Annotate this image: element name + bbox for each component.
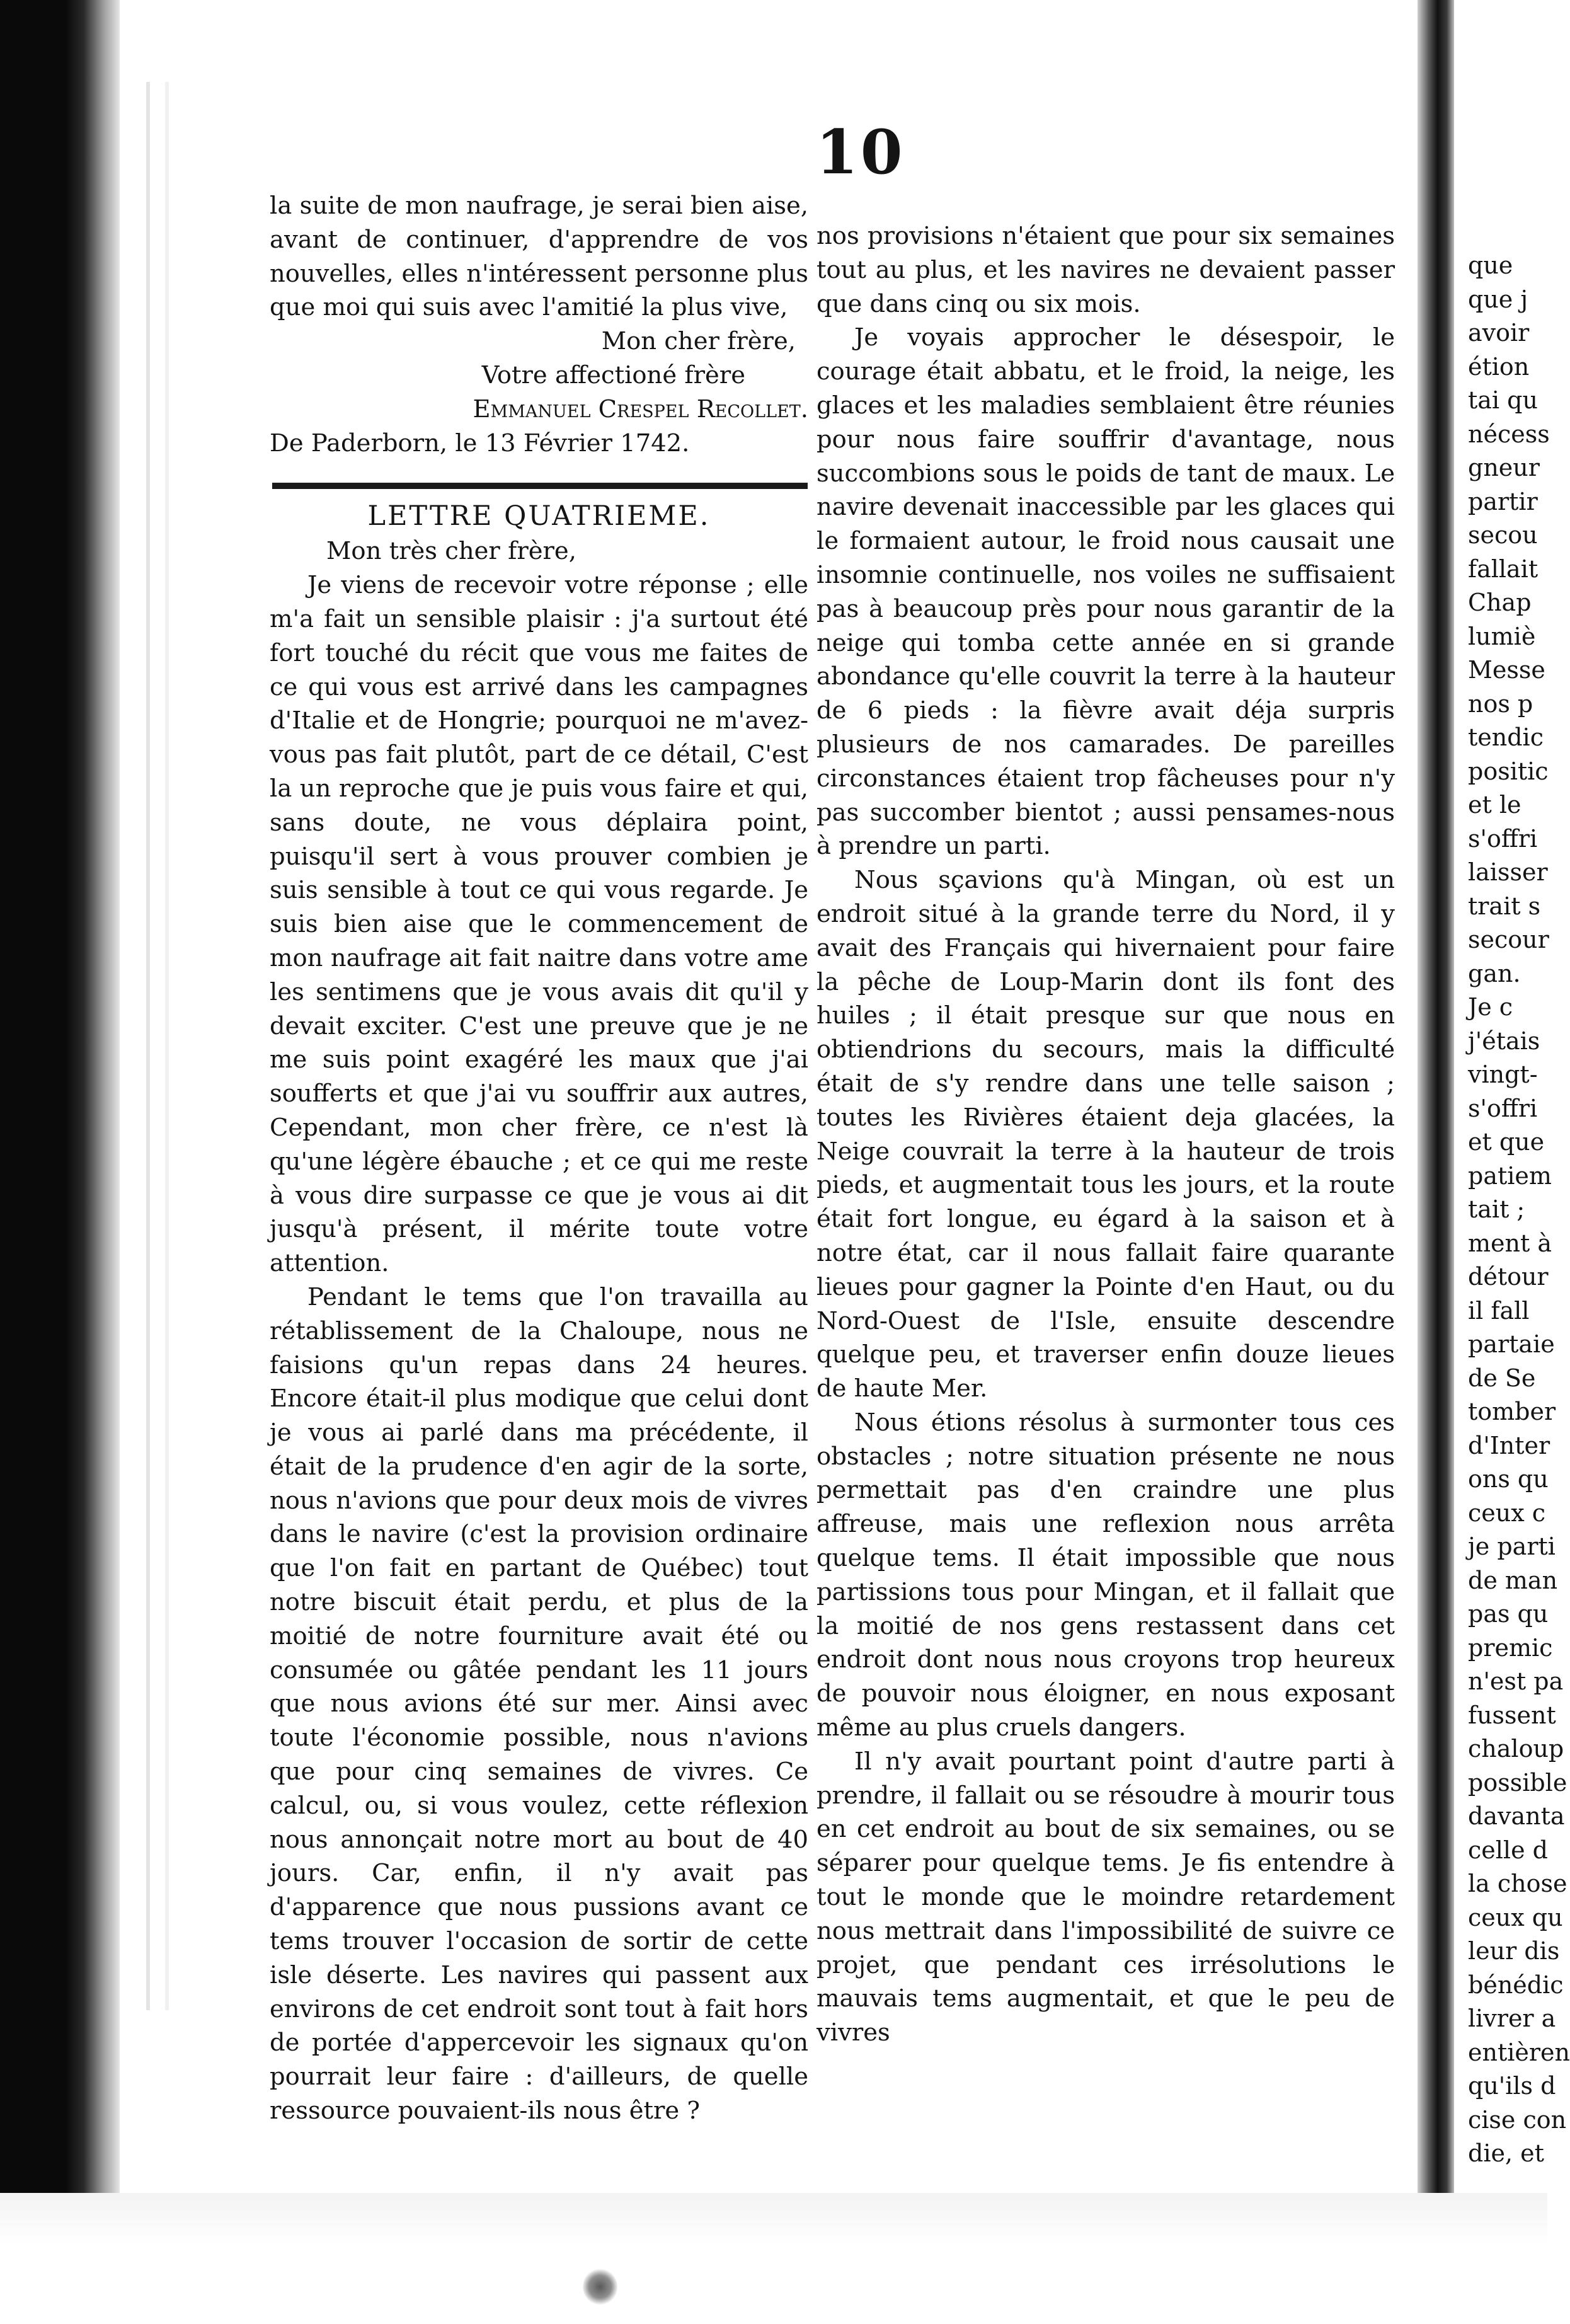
facing-page-line: d'Inter: [1468, 1431, 1550, 1459]
facing-page-line: secou: [1468, 521, 1538, 549]
facing-page-fragment: [1468, 249, 1570, 2171]
page-number: 10: [816, 117, 905, 188]
section-divider: [272, 483, 808, 489]
facing-page-line: pas qu: [1468, 1600, 1549, 1628]
facing-page-line: ment à: [1468, 1229, 1552, 1257]
facing-page-line: s'offri: [1468, 1094, 1538, 1122]
facing-page-line: s'offri: [1468, 824, 1538, 853]
ink-smudge: [583, 2269, 617, 2305]
salutation: Mon très cher frère,: [326, 537, 576, 566]
facing-page-line: fussent: [1468, 1701, 1556, 1729]
facing-page-line: Je c: [1468, 993, 1513, 1021]
facing-page-line: lumiè: [1468, 622, 1536, 650]
paragraph: Je voyais approcher le désespoir, le courage était abbatu, et le froid, la neige, les glaces et les maladies semblaient être réunies pour nous faire souffrir d'avantage, nous succombions sous le poids de tant de maux. Le navire devenait inaccessible par les glaces qui le formaient autour, le froid nous causait une insomnie continuelle, nos voiles ne suffisaient pas à beaucoup près pour nous garantir de la neige qui tomba cette année en si grande abondance qu'elle couvrit la terre à la hauteur de 6 pieds : la fièvre avait déja surpris plusieurs de nos camarades. De pareilles circonstances étaient trop fâcheuses pour n'y pas succomber bientot ; aussi pensames-nous à prendre un parti.: [817, 323, 1395, 861]
facing-page-line: qu'ils d: [1468, 2072, 1556, 2100]
facing-page-line: nos p: [1468, 689, 1533, 718]
page-edge-line: [165, 82, 169, 2010]
facing-page-line: et que: [1468, 1128, 1545, 1156]
facing-page-line: il fall: [1468, 1296, 1530, 1325]
letter-heading: LETTRE QUATRIEME.: [367, 500, 711, 532]
facing-page-line: Chap: [1468, 589, 1532, 616]
facing-page-line: n'est pa: [1468, 1667, 1564, 1695]
facing-page-line: nécess: [1468, 420, 1550, 448]
facing-page-line: gneur: [1468, 454, 1540, 481]
facing-page-line: tait ;: [1468, 1195, 1525, 1223]
facing-page-line: die, et: [1468, 2139, 1544, 2167]
page-edge-line: [146, 82, 150, 2010]
paragraph: Nous sçavions qu'à Mingan, où est un endroit situé à la grande terre du Nord, il y avait des Français qui hivernaient pour faire la pêche de Loup-Marin dont ils font des huiles ; il était presque sur que nous en obtiendrions du secours, mais la difficulté était de s'y rendre dans une telle saison ; toutes les Rivières étaient deja glacées, la Neige couvrait la terre à la hauteur de trois pieds, et augmentait tous les jours, et la route était fort longue, eu égard à la saison et à notre état, car il nous fallait faire quarante lieues pour gagner la Pointe d'en Haut, ou du Nord-Ouest de l'Isle, ensuite descendre quelque peu, et traverser enfin douze lieues de haute Mer.: [817, 866, 1395, 1403]
facing-page-line: possible: [1468, 1768, 1567, 1797]
facing-page-line: ceux qu: [1468, 1903, 1563, 1931]
facing-page-line: celle d: [1468, 1836, 1548, 1864]
paragraph: Je viens de recevoir votre réponse ; elle m'a fait un sensible plaisir : j'a surtout été fort touché du récit que vous me faites de ce qui vous est arrivé dans les campagnes d'Italie et de Hongrie; pourquoi ne m'avez-vous pas fait plutôt, part de ce détail, C'est la un reproche que je puis vous faire et qui, sans doute, ne vous déplaira point, puisqu'il sert à vous prouver combien je suis sensible à tout ce qui vous regarde. Je suis bien aise que le commencement de mon naufrage ait fait naitre dans votre ame les sentimens que je vous avais dit qu'il y devait exciter. C'est une preuve que je ne me suis point exagéré les maux que j'ai soufferts et que j'ai vu souffrir aux autres, Cependant, mon cher frère, ce n'est là qu'une légère ébauche ; et ce qui me reste à vous dire surpasse ce que je vous ai dit jusqu'à présent, il mérite toute votre attention.: [270, 571, 808, 1278]
paragraph: Pendant le tems que l'on travailla au rétablissement de la Chaloupe, nous ne faisions qu'un repas dans 24 heures. Encore était-il plus modique que celui dont je vous ai parlé dans ma précédente, il était de la prudence d'en agir de la sorte, nous n'avions que pour deux mois de vivres dans le navire (c'est la provision ordinaire que l'on fait en partant de Québec) tout notre biscuit était perdu, et plus de la moitié de notre fourniture avait été ou consumée ou gâtée pendant les 11 jours que nous avions été sur mer. Ainsi avec toute l'économie possible, nous n'avions que pour cinq semaines de vivres. Ce calcul, ou, si vous voulez, cette réflexion nous annonçait notre mort au bout de 40 jours. Car, enfin, il n'y avait pas d'apparence que nous pussions avant ce tems trouver l'occasion de sortir de cette isle déserte. Les navires qui passent aux environs de cet endroit sont tout à fait hors de portée d'appercevoir les signaux qu'on pourrait leur faire : d'ailleurs, de quelle ressource pouvaient-ils nous être ?: [270, 1282, 808, 2126]
book-gutter: [1418, 0, 1454, 2324]
closing-line-2: Votre affectioné frère: [481, 360, 745, 389]
facing-page-line: je parti: [1468, 1533, 1556, 1560]
facing-page-line: entièren: [1468, 2038, 1570, 2066]
facing-page-line: la chose: [1468, 1870, 1567, 1897]
facing-page-line: étion: [1468, 352, 1530, 381]
facing-page-line: tendic: [1468, 723, 1544, 751]
facing-page-line: détour: [1468, 1263, 1549, 1291]
opening-lines: la suite de mon naufrage, je serai bien aise, avant de continuer, d'apprendre de vos nouvelles, elles n'intéressent personne plus que moi qui suis avec l'amitié la plus vive,: [270, 192, 808, 322]
facing-page-line: chaloup: [1468, 1735, 1564, 1763]
paragraph: nos provisions n'étaient que pour six semaines tout au plus, et les navires ne devaient passer que dans cinq ou six mois.: [817, 222, 1395, 318]
facing-page-line: leur dis: [1468, 1937, 1560, 1965]
facing-page-line: que j: [1468, 285, 1528, 313]
paragraph: Il n'y avait pourtant point d'autre parti à prendre, il fallait ou se résoudre à mourir tous en cet endroit au bout de six semaines, ou se séparer pour quelque tems. Je fis entendre à tout le monde que le moindre retardement nous mettrait dans l'impossibilité de suivre ce projet, que pendant ces irrésolutions le mauvais tems augmentait, et que le peu de vivres: [817, 1747, 1395, 2047]
facing-page-line: bénédic: [1468, 1970, 1564, 1999]
facing-page-line: fallait: [1468, 555, 1538, 583]
facing-page-line: et le: [1468, 791, 1521, 819]
page-bottom-margin: [0, 2193, 1547, 2324]
facing-page-line: gan.: [1468, 959, 1521, 987]
facing-page-line: vingt-: [1468, 1061, 1538, 1088]
facing-page-line: ons qu: [1468, 1465, 1549, 1493]
facing-page-line: Messe: [1468, 656, 1545, 684]
facing-page-line: partaie: [1468, 1330, 1555, 1358]
signature: Emmanuel Crespel Recollet.: [473, 394, 808, 423]
facing-page-line: ceux c: [1468, 1499, 1546, 1527]
facing-page-line: patiem: [1468, 1161, 1552, 1190]
facing-page-line: avoir: [1468, 319, 1530, 347]
facing-page-line: de Se: [1468, 1364, 1536, 1392]
closing-line-1: Mon cher frère,: [601, 327, 796, 356]
facing-page-line: j'étais: [1468, 1027, 1540, 1055]
facing-page-line: partir: [1468, 487, 1538, 515]
book-binding-edge: [0, 0, 120, 2324]
right-column: [817, 219, 1395, 2050]
left-column: [270, 189, 808, 2128]
facing-page-line: livrer a: [1468, 2005, 1556, 2032]
facing-page-line: secour: [1468, 926, 1549, 953]
facing-page-line: tai qu: [1468, 386, 1538, 414]
facing-page-line: tomber: [1468, 1398, 1556, 1425]
facing-page-line: laisser: [1468, 858, 1548, 886]
dateline: De Paderborn, le 13 Février 1742.: [270, 429, 690, 457]
facing-page-line: premic: [1468, 1633, 1553, 1662]
facing-page-line: trait s: [1468, 892, 1541, 920]
paragraph: Nous étions résolus à surmonter tous ces obstacles ; notre situation présente ne nous permettait pas d'en craindre une plus affreuse, mais une reflexion nous arrêta quelque tems. Il était impossible que nous partissions tous pour Mingan, et il fallait que la moitié de nos gens restassent dans cet endroit dont nous nous croyons trop heureux de pouvoir nous éloigner, en nous exposant même au plus cruels dangers.: [817, 1408, 1395, 1742]
facing-page-line: de man: [1468, 1566, 1558, 1594]
facing-page-line: cise con: [1468, 2105, 1567, 2134]
facing-page-line: que: [1468, 251, 1513, 279]
facing-page-line: positic: [1468, 757, 1549, 785]
facing-page-line: davanta: [1468, 1802, 1565, 1830]
